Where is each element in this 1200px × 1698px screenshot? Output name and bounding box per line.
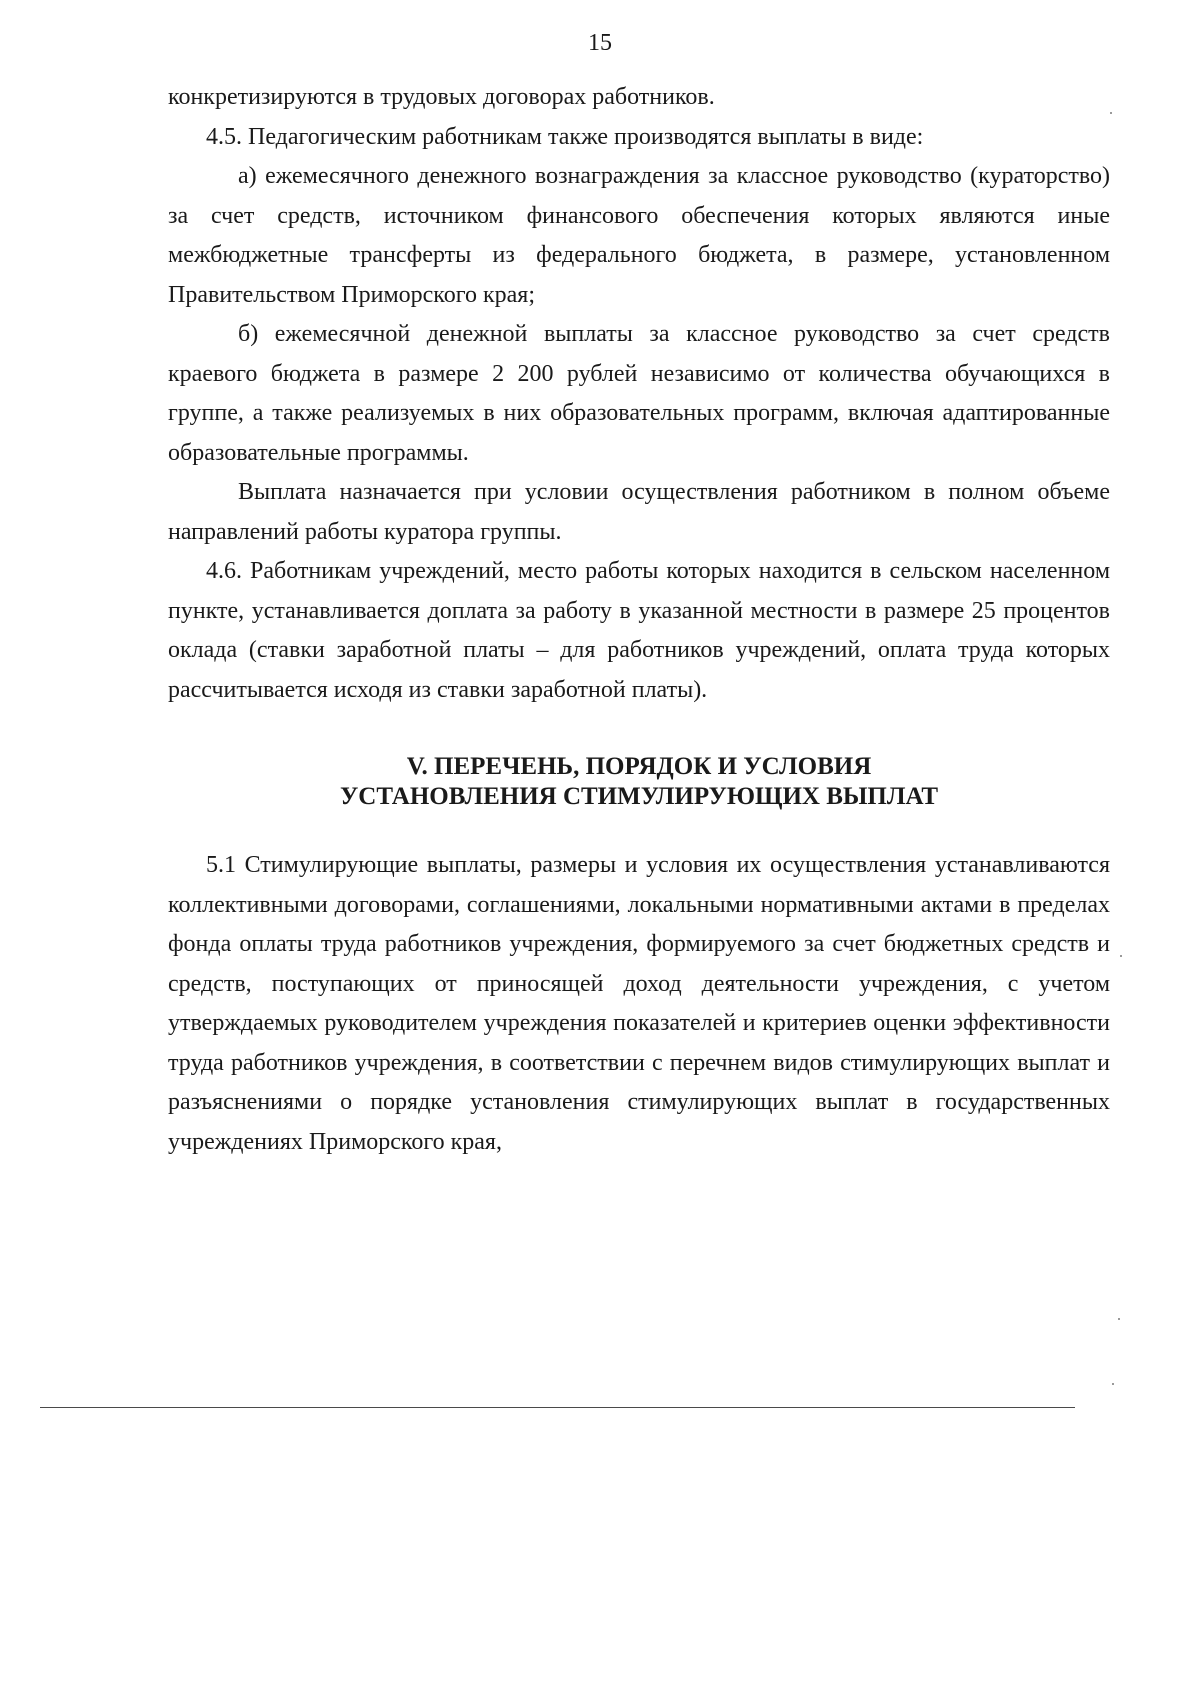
- section-heading-line-2: УСТАНОВЛЕНИЯ СТИМУЛИРУЮЩИХ ВЫПЛАТ: [339, 783, 939, 810]
- paragraph-continuation: конкретизируются в трудовых договорах работников.: [168, 84, 715, 110]
- document-body: [168, 78, 1110, 1162]
- scan-speck: [1118, 1318, 1120, 1320]
- paragraph-5-1: 5.1 Стимулирующие выплаты, размеры и условия их осуществления устанавливаются коллективными договорами, соглашениями, локальными нормативными актами в пределах фонда оплаты труда работников учреждения, формируемого за счет бюджетных средств и средств, поступающих от приносящей доход деятельности учреждения, с учетом утверждаемых руководителем учреждения показателей и критериев оценки эффективности труда работников учреждения, в соответствии с перечнем видов стимулирующих выплат и разъяснениями о порядке установления стимулирующих выплат в государственных учреждениях Приморского края,: [168, 852, 1110, 1155]
- paragraph-payment-condition: Выплата назначается при условии осуществления работником в полном объеме направлений работы куратора группы.: [168, 479, 1110, 545]
- paragraph-4-5-b: б) ежемесячной денежной выплаты за классное руководство за счет средств краевого бюджета в размере 2 200 рублей независимо от количества обучающихся в группе, а также реализуемых в них образовательных программ, включая адаптированные образовательные программы.: [168, 321, 1110, 466]
- scan-speck: [1120, 955, 1122, 957]
- paragraph-4-6: 4.6. Работникам учреждений, место работы которых находится в сельском населенном пункте, устанавливается доплата за работу в указанной местности в размере 25 процентов оклада (ставки заработной платы – для работников учреждений, оплата труда которых рассчитывается исходя из ставки заработной платы).: [168, 558, 1110, 703]
- section-heading: [168, 752, 1110, 812]
- scan-speck: [1110, 112, 1112, 114]
- paragraph-4-5-a: а) ежемесячного денежного вознаграждения за классное руководство (кураторство) за счет средств, источником финансового обеспечения которых являются иные межбюджетные трансферты из федерального бюджета, в размере, установленном Правительством Приморского края;: [168, 163, 1110, 308]
- footer-divider-line: [40, 1407, 1075, 1408]
- page-number: 15: [588, 30, 612, 56]
- scan-speck: [1112, 1383, 1114, 1385]
- paragraph-4-5: 4.5. Педагогическим работникам также производятся выплаты в виде:: [206, 123, 924, 150]
- section-heading-line-1: V. ПЕРЕЧЕНЬ, ПОРЯДОК И УСЛОВИЯ: [406, 753, 872, 780]
